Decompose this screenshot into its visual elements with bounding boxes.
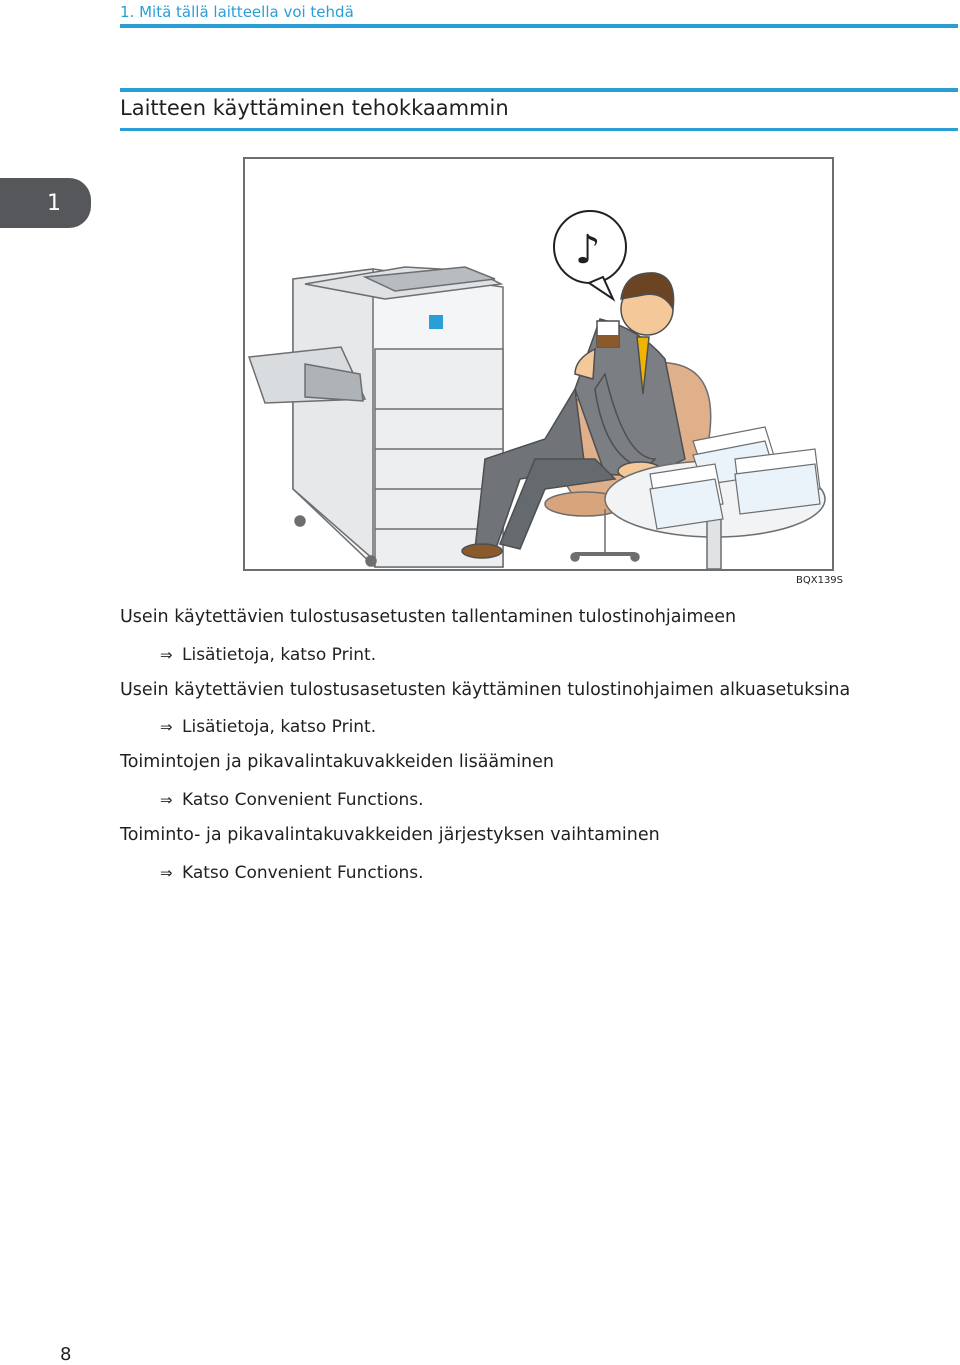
item-reference: [160, 645, 376, 665]
svg-text:♪: ♪: [575, 227, 601, 273]
item-reference: [160, 790, 424, 810]
page-number: 8: [60, 1344, 72, 1365]
illustration-figure: [243, 157, 834, 571]
double-arrow-right-icon: ⇒: [160, 864, 173, 882]
printer-illustration: [249, 267, 503, 567]
header-rule: [120, 24, 958, 28]
figure-code: BQX139S: [796, 575, 844, 586]
running-head: 1. Mitä tällä laitteella voi tehdä: [120, 3, 354, 21]
double-arrow-right-icon: ⇒: [160, 791, 173, 809]
reference-link[interactable]: Lisätietoja, katso Print.: [182, 717, 377, 737]
section-title: Laitteen käyttäminen tehokkaammin: [120, 96, 509, 120]
thought-bubble-music-note: [554, 211, 626, 299]
section-title-rule: [120, 128, 958, 131]
reference-link[interactable]: Katso Convenient Functions.: [182, 790, 424, 810]
item-heading: Usein käytettävien tulostusasetusten käyttäminen tulostinohjaimen alkuasetuksina: [120, 680, 851, 700]
item-reference: [160, 717, 376, 737]
item-heading: Usein käytettävien tulostusasetusten tallentaminen tulostinohjaimeen: [120, 607, 737, 627]
chapter-tab: 1: [0, 178, 91, 228]
double-arrow-right-icon: ⇒: [160, 646, 173, 664]
double-arrow-right-icon: ⇒: [160, 718, 173, 736]
item-heading: Toiminto- ja pikavalintakuvakkeiden järjestyksen vaihtaminen: [120, 825, 660, 845]
item-heading: Toimintojen ja pikavalintakuvakkeiden lisääminen: [120, 752, 555, 772]
reference-link[interactable]: Lisätietoja, katso Print.: [182, 645, 377, 665]
reference-link[interactable]: Katso Convenient Functions.: [182, 863, 424, 883]
section-top-rule: [120, 88, 958, 92]
illustration-man-relaxing-near-printer: [245, 159, 832, 569]
item-reference: [160, 863, 424, 883]
